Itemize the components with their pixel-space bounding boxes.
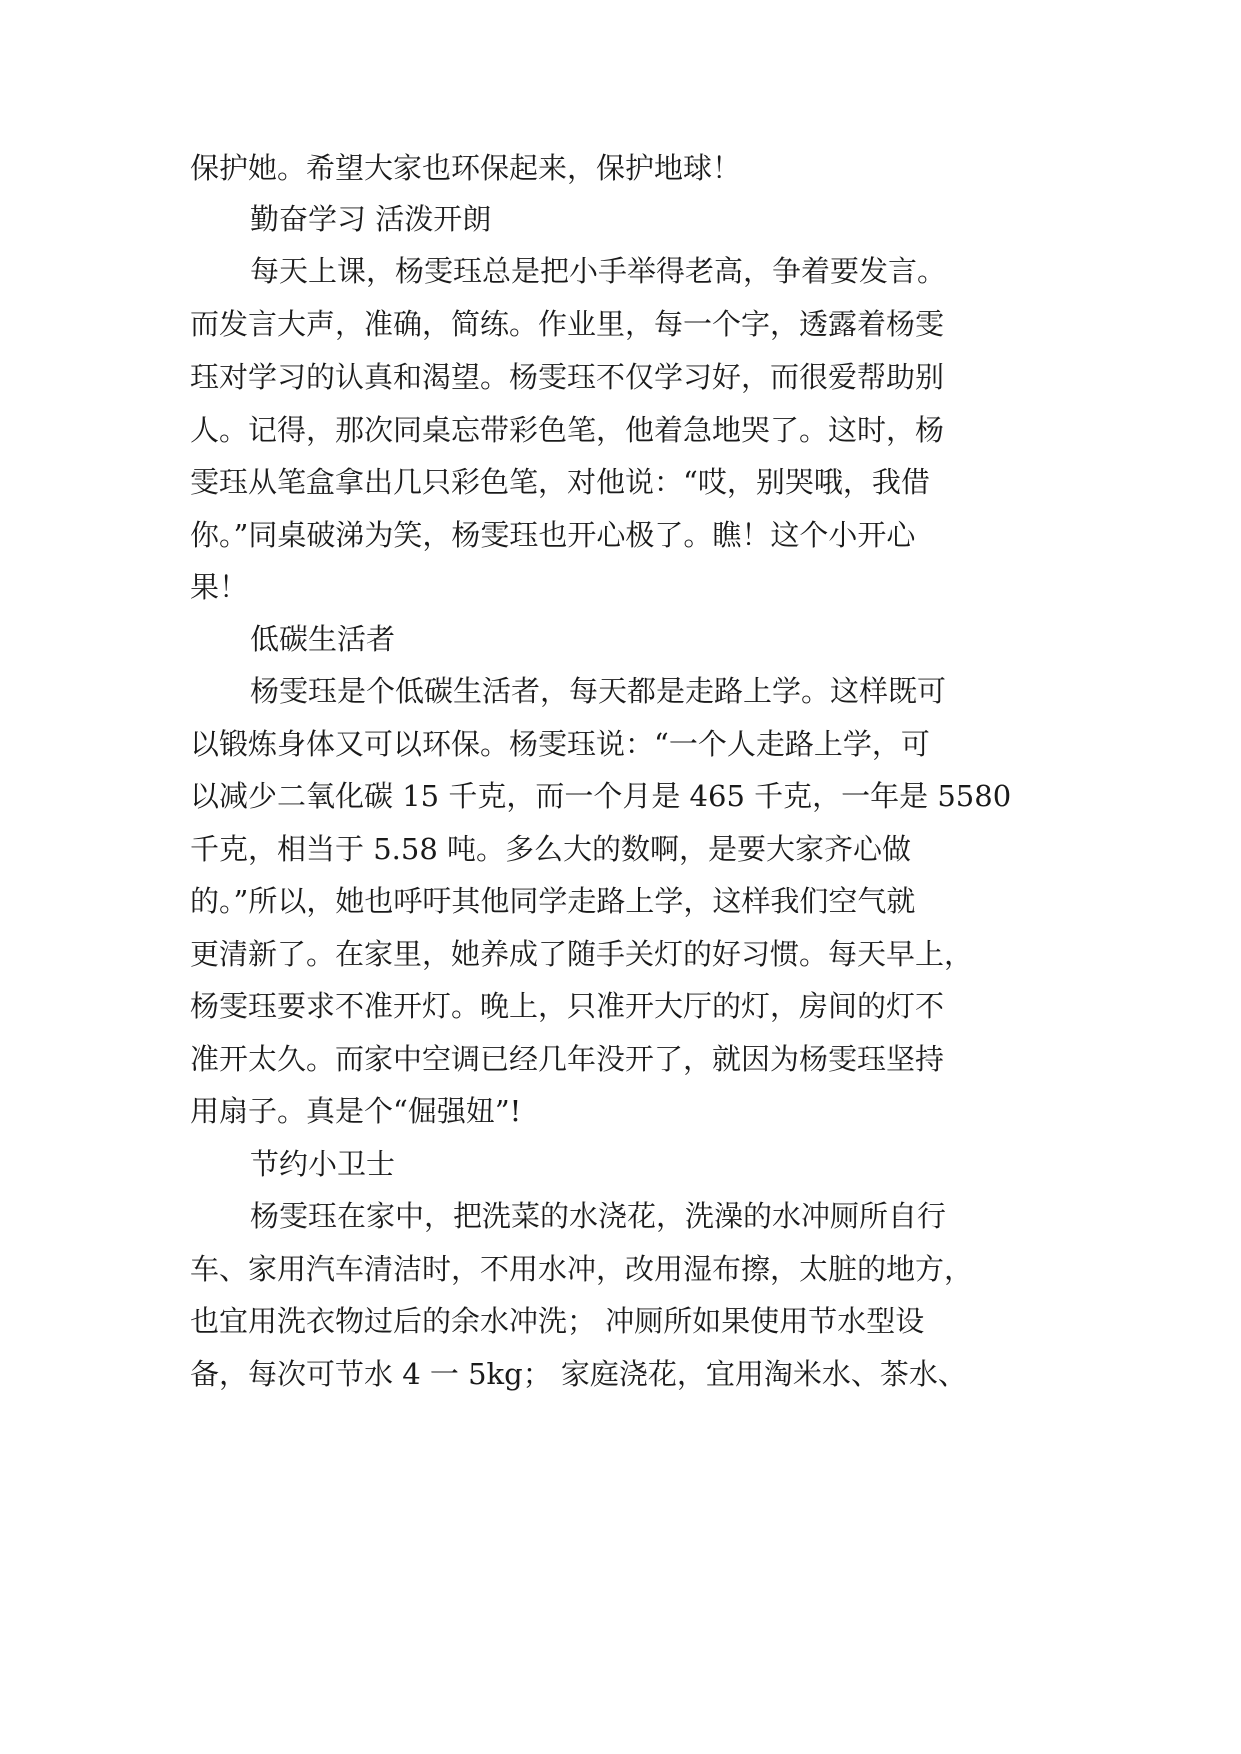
text-line: 雯珏从笔盒拿出几只彩色笔，对他说：“哎，别哭哦，我借: [190, 465, 930, 499]
text-line: 你。”同桌破涕为笑，杨雯珏也开心极了。瞧！这个小开心: [190, 518, 916, 552]
text-line: 更清新了。在家里，她养成了随手关灯的好习惯。每天早上，: [190, 937, 974, 971]
paragraph-first-line: 杨雯珏在家中，把洗菜的水浇花，洗澡的水冲厕所自行: [250, 1199, 947, 1233]
text-line: 而发言大声，准确，简练。作业里，每一个字，透露着杨雯: [190, 307, 945, 341]
paragraph-first-line: 每天上课，杨雯珏总是把小手举得老高，争着要发言。: [250, 254, 947, 288]
text-line: 保护她。希望大家也环保起来，保护地球！: [190, 151, 742, 185]
text-line: 用扇子。真是个“倔强妞”!: [190, 1094, 522, 1128]
text-line: 也宜用洗衣物过后的余水冲洗； 冲厕所如果使用节水型设: [190, 1304, 925, 1338]
text-line: 以减少二氧化碳 15 千克，而一个月是 465 千克，一年是 5580: [190, 779, 1012, 813]
text-line: 车、家用汽车清洁时，不用水冲，改用湿布擦，太脏的地方，: [190, 1252, 974, 1286]
text-line: 果！: [190, 570, 249, 604]
text-line: 准开太久。而家中空调已经几年没开了，就因为杨雯珏坚持: [190, 1042, 945, 1076]
text-line: 备，每次可节水 4 一 5kg； 家庭浇花，宜用淘米水、茶水、: [190, 1357, 967, 1391]
text-line: 珏对学习的认真和渴望。杨雯珏不仅学习好，而很爱帮助别: [190, 360, 945, 394]
text-line: 人。记得，那次同桌忘带彩色笔，他着急地哭了。这时，杨: [190, 413, 945, 447]
text-line: 杨雯珏要求不准开灯。晚上，只准开大厅的灯，房间的灯不: [190, 989, 945, 1023]
text-line: 以锻炼身体又可以环保。杨雯珏说：“一个人走路上学，可: [190, 727, 930, 761]
section-heading: 低碳生活者: [250, 622, 396, 656]
text-line: 千克，相当于 5.58 吨。多么大的数啊，是要大家齐心做: [190, 832, 912, 866]
section-heading: 勤奋学习 活泼开朗: [250, 202, 492, 236]
text-line: 的。”所以，她也呼吁其他同学走路上学，这样我们空气就: [190, 884, 916, 918]
section-heading: 节约小卫士: [250, 1147, 396, 1181]
paragraph-first-line: 杨雯珏是个低碳生活者，每天都是走路上学。这样既可: [250, 674, 947, 708]
